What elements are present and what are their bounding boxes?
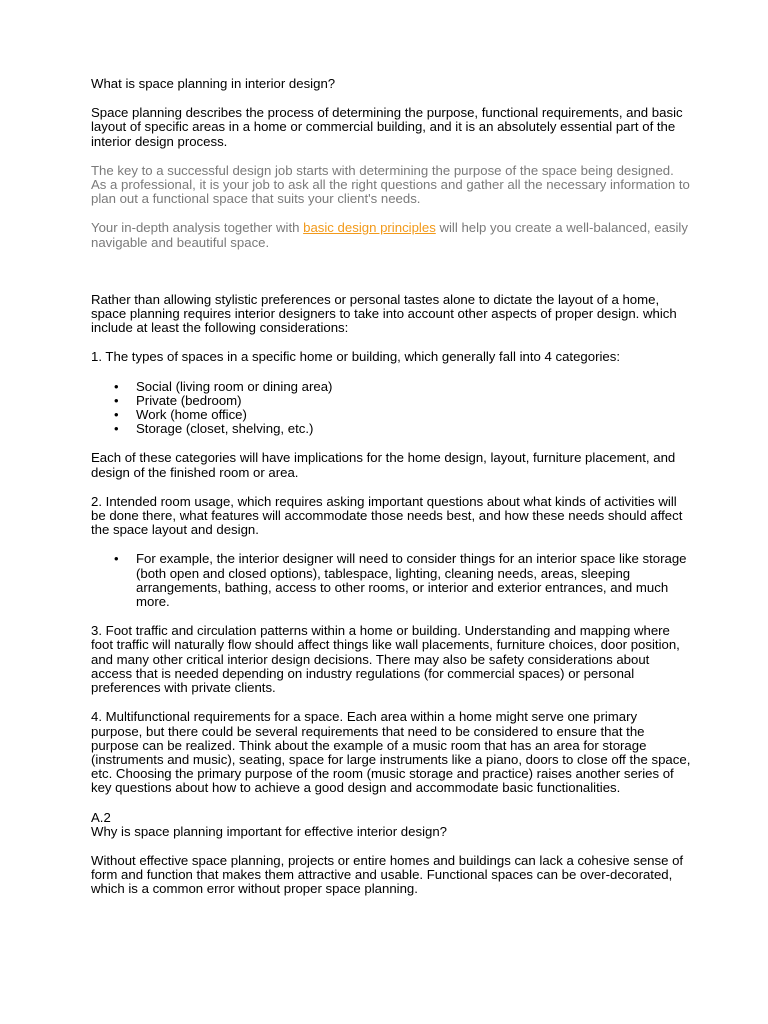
section-label: A.2 xyxy=(91,809,111,825)
considerations-paragraph: Rather than allowing stylistic preferences or personal tastes alone to dictate the layout of a home, space planning requires interior designers to take into account other aspects of proper design. which include at least the following considerations: xyxy=(91,291,677,336)
closing-paragraph: Without effective space planning, projects or entire homes and buildings can lack a cohesive sense of form and function that makes them attractive and usable. Functional spaces can be over-decorated, which is a common error without proper space planning. xyxy=(91,852,684,897)
item-4: 4. Multifunctional requirements for a space. Each area within a home might serve one primary purpose, but there could be several requirements that need to be considered to ensure that the purpose can be realized. Think about the example of a music room that has an area for storage (instruments and music), seating, space for large instruments like a piano, doors to close off the space, etc. Choosing the primary purpose of the room (music storage and practice) raises another series of key questions about how to achieve a good design and accommodate basic functionalities. xyxy=(91,709,691,796)
list-item: • For example, the interior designer will need to consider things for an interior space like storage (both open and closed options), tablespace, lighting, cleaning needs, areas, sleeping arrangements, bathing, access to other rooms, or interior and exterior entrances, and much more. xyxy=(136,552,691,609)
analysis-paragraph xyxy=(91,221,691,249)
intro-paragraph: Space planning describes the process of determining the purpose, functional requirements, and basic layout of specific areas in a home or commercial building, and it is an absolutely essential part of the interior design process. xyxy=(91,105,683,149)
categories-list xyxy=(91,380,691,437)
example-list xyxy=(91,552,691,609)
categories-implications: Each of these categories will have implications for the home design, layout, furniture placement, and design of the finished room or area. xyxy=(91,450,676,480)
list-item: • Social (living room or dining area) xyxy=(136,380,691,394)
list-item: • Storage (closet, shelving, etc.) xyxy=(136,422,691,436)
item-3: 3. Foot traffic and circulation patterns within a home or building. Understanding and mapping where foot traffic will naturally flow should affect things like wall placements, furniture choices, door position, and many other critical interior design decisions. There may also be safety considerations about access that is needed depending on industry regulations (for commercial spaces) or personal preferences with private clients. xyxy=(91,623,680,696)
key-paragraph: The key to a successful design job starts with determining the purpose of the space being designed. As a professional, it is your job to ask all the right questions and gather all the necessary information to plan out a functional space that suits your client's needs. xyxy=(91,162,690,207)
list-item: • Work (home office) xyxy=(136,408,691,422)
document-page xyxy=(91,77,691,897)
analysis-text-after: will help you create a well-balanced, easily navigable and beautiful space. xyxy=(91,220,688,250)
analysis-text-before: Your in-depth analysis together with xyxy=(91,220,304,236)
item-2: 2. Intended room usage, which requires asking important questions about what kinds of activities will be done there, what features will accommodate those needs best, and how these needs should affect the space layout and design. xyxy=(91,493,683,538)
design-principles-link[interactable]: basic design principles xyxy=(303,220,436,236)
question-heading: What is space planning in interior design? xyxy=(91,76,336,91)
list-item: • Private (bedroom) xyxy=(136,394,691,408)
section-question: Why is space planning important for effective interior design? xyxy=(91,823,448,839)
item-1: 1. The types of spaces in a specific home or building, which generally fall into 4 categories: xyxy=(91,349,621,365)
